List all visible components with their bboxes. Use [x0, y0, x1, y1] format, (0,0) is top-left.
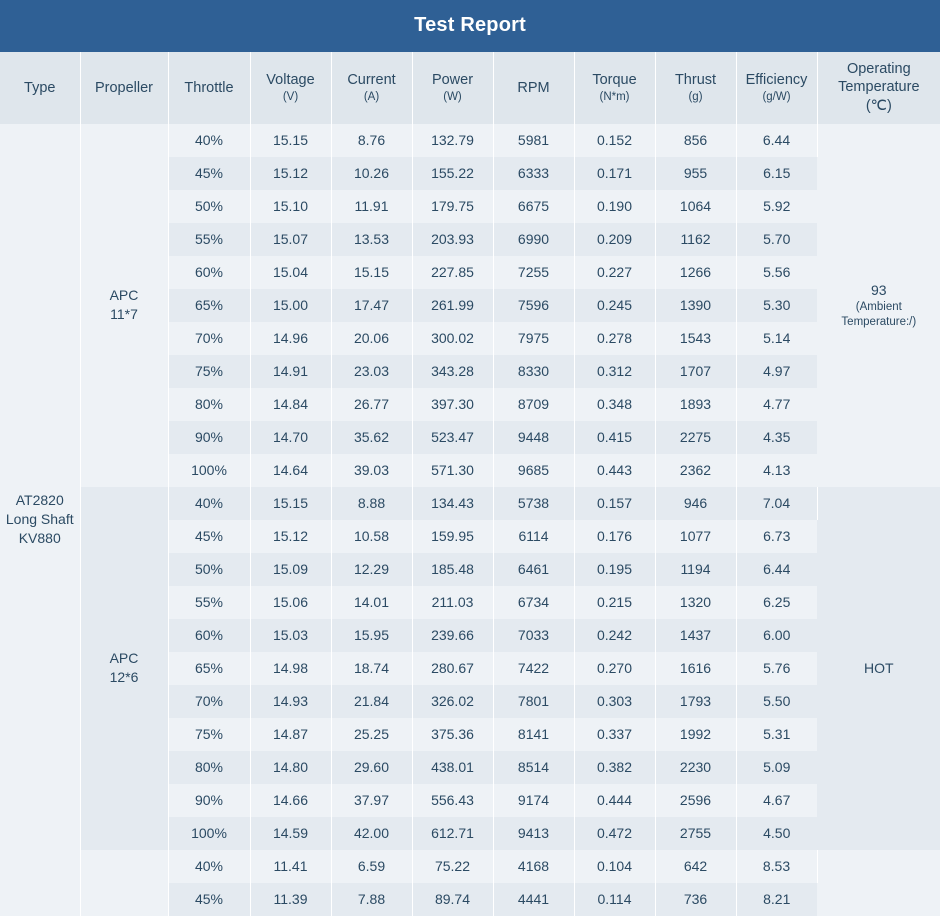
current-cell: 39.03: [331, 454, 412, 487]
rpm-cell: 9685: [493, 454, 574, 487]
column-header-type: Type: [0, 52, 80, 124]
torque-cell: 0.242: [574, 619, 655, 652]
torque-cell: 0.337: [574, 718, 655, 751]
rpm-cell: 6333: [493, 157, 574, 190]
efficiency-cell: 6.44: [736, 124, 817, 157]
throttle-cell: 90%: [168, 421, 250, 454]
torque-cell: 0.104: [574, 850, 655, 883]
voltage-cell: 15.10: [250, 190, 331, 223]
throttle-cell: 80%: [168, 388, 250, 421]
torque-cell: 0.152: [574, 124, 655, 157]
throttle-cell: 70%: [168, 685, 250, 718]
throttle-cell: 45%: [168, 520, 250, 553]
rpm-cell: 7422: [493, 652, 574, 685]
current-cell: 23.03: [331, 355, 412, 388]
voltage-cell: 15.00: [250, 289, 331, 322]
operating-temperature-cell: [817, 850, 940, 916]
efficiency-cell: 5.30: [736, 289, 817, 322]
rpm-cell: 6675: [493, 190, 574, 223]
current-cell: 26.77: [331, 388, 412, 421]
current-cell: 15.95: [331, 619, 412, 652]
throttle-cell: 75%: [168, 718, 250, 751]
throttle-cell: 45%: [168, 157, 250, 190]
power-cell: 203.93: [412, 223, 493, 256]
voltage-cell: 15.09: [250, 553, 331, 586]
torque-cell: 0.472: [574, 817, 655, 850]
voltage-cell: 14.98: [250, 652, 331, 685]
power-cell: 280.67: [412, 652, 493, 685]
table-row: [0, 487, 940, 520]
torque-cell: 0.157: [574, 487, 655, 520]
throttle-cell: 45%: [168, 883, 250, 916]
voltage-cell: 15.03: [250, 619, 331, 652]
efficiency-cell: 4.35: [736, 421, 817, 454]
thrust-cell: 2230: [655, 751, 736, 784]
voltage-cell: 14.93: [250, 685, 331, 718]
throttle-cell: 100%: [168, 454, 250, 487]
power-cell: 132.79: [412, 124, 493, 157]
torque-cell: 0.443: [574, 454, 655, 487]
thrust-cell: 1266: [655, 256, 736, 289]
propeller-line1: APC: [81, 286, 168, 305]
operating-temperature-note2: Temperature:/): [818, 315, 940, 330]
column-header-torque: Torque (N*m): [574, 52, 655, 124]
efficiency-cell: 4.13: [736, 454, 817, 487]
voltage-cell: 11.41: [250, 850, 331, 883]
rpm-cell: 8709: [493, 388, 574, 421]
torque-cell: 0.171: [574, 157, 655, 190]
rpm-cell: 6114: [493, 520, 574, 553]
torque-cell: 0.190: [574, 190, 655, 223]
power-cell: 261.99: [412, 289, 493, 322]
power-cell: 523.47: [412, 421, 493, 454]
power-cell: 438.01: [412, 751, 493, 784]
efficiency-cell: 8.21: [736, 883, 817, 916]
current-cell: 6.59: [331, 850, 412, 883]
torque-cell: 0.176: [574, 520, 655, 553]
rpm-cell: 9448: [493, 421, 574, 454]
table-header-row: [0, 52, 940, 124]
efficiency-cell: 6.25: [736, 586, 817, 619]
rpm-cell: 8514: [493, 751, 574, 784]
power-cell: 239.66: [412, 619, 493, 652]
throttle-cell: 55%: [168, 223, 250, 256]
efficiency-cell: 6.73: [736, 520, 817, 553]
rpm-cell: 6461: [493, 553, 574, 586]
thrust-cell: 1162: [655, 223, 736, 256]
rpm-cell: 6990: [493, 223, 574, 256]
rpm-cell: 8141: [493, 718, 574, 751]
torque-cell: 0.215: [574, 586, 655, 619]
propeller-cell: [80, 124, 168, 487]
power-cell: 211.03: [412, 586, 493, 619]
table-row: [0, 124, 940, 157]
column-header-power: Power (W): [412, 52, 493, 124]
table-body: [0, 124, 940, 916]
throttle-cell: 60%: [168, 619, 250, 652]
power-cell: 556.43: [412, 784, 493, 817]
thrust-cell: 1077: [655, 520, 736, 553]
power-cell: 397.30: [412, 388, 493, 421]
power-cell: 155.22: [412, 157, 493, 190]
rpm-cell: 7596: [493, 289, 574, 322]
torque-cell: 0.209: [574, 223, 655, 256]
throttle-cell: 75%: [168, 355, 250, 388]
rpm-cell: 9413: [493, 817, 574, 850]
efficiency-cell: 4.50: [736, 817, 817, 850]
throttle-cell: 100%: [168, 817, 250, 850]
torque-cell: 0.278: [574, 322, 655, 355]
propeller-line1: APC: [81, 649, 168, 668]
power-cell: 75.22: [412, 850, 493, 883]
torque-cell: 0.348: [574, 388, 655, 421]
efficiency-cell: 5.50: [736, 685, 817, 718]
motor-type-line3: KV880: [0, 529, 80, 548]
current-cell: 11.91: [331, 190, 412, 223]
power-cell: 227.85: [412, 256, 493, 289]
voltage-cell: 14.91: [250, 355, 331, 388]
thrust-cell: 856: [655, 124, 736, 157]
rpm-cell: 5981: [493, 124, 574, 157]
throttle-cell: 65%: [168, 652, 250, 685]
column-header-efficiency: Efficiency (g/W): [736, 52, 817, 124]
rpm-cell: 4441: [493, 883, 574, 916]
efficiency-cell: 4.97: [736, 355, 817, 388]
power-cell: 326.02: [412, 685, 493, 718]
throttle-cell: 65%: [168, 289, 250, 322]
power-cell: 159.95: [412, 520, 493, 553]
power-cell: 300.02: [412, 322, 493, 355]
efficiency-cell: 6.00: [736, 619, 817, 652]
column-header-current: Current (A): [331, 52, 412, 124]
torque-cell: 0.114: [574, 883, 655, 916]
throttle-cell: 70%: [168, 322, 250, 355]
voltage-cell: 15.12: [250, 520, 331, 553]
voltage-cell: 15.04: [250, 256, 331, 289]
throttle-cell: 40%: [168, 850, 250, 883]
thrust-cell: 1707: [655, 355, 736, 388]
thrust-cell: 1390: [655, 289, 736, 322]
thrust-cell: 2362: [655, 454, 736, 487]
throttle-cell: 40%: [168, 124, 250, 157]
operating-temperature-note1: (Ambient: [818, 300, 940, 315]
voltage-cell: 14.80: [250, 751, 331, 784]
throttle-cell: 40%: [168, 487, 250, 520]
efficiency-cell: 5.09: [736, 751, 817, 784]
propeller-line2: 12*6: [81, 668, 168, 687]
power-cell: 343.28: [412, 355, 493, 388]
voltage-cell: 15.06: [250, 586, 331, 619]
rpm-cell: 9174: [493, 784, 574, 817]
title-row: [0, 0, 940, 52]
throttle-cell: 60%: [168, 256, 250, 289]
power-cell: 375.36: [412, 718, 493, 751]
operating-temperature-value: 93: [818, 281, 940, 300]
current-cell: 35.62: [331, 421, 412, 454]
thrust-cell: 642: [655, 850, 736, 883]
voltage-cell: 14.70: [250, 421, 331, 454]
power-cell: 134.43: [412, 487, 493, 520]
current-cell: 29.60: [331, 751, 412, 784]
power-cell: 185.48: [412, 553, 493, 586]
thrust-cell: 1543: [655, 322, 736, 355]
operating-temperature-value: HOT: [818, 659, 940, 678]
current-cell: 12.29: [331, 553, 412, 586]
voltage-cell: 15.15: [250, 124, 331, 157]
torque-cell: 0.245: [574, 289, 655, 322]
current-cell: 17.47: [331, 289, 412, 322]
efficiency-cell: 7.04: [736, 487, 817, 520]
current-cell: 18.74: [331, 652, 412, 685]
thrust-cell: 1793: [655, 685, 736, 718]
voltage-cell: 14.64: [250, 454, 331, 487]
efficiency-cell: 6.44: [736, 553, 817, 586]
current-cell: 13.53: [331, 223, 412, 256]
current-cell: 15.15: [331, 256, 412, 289]
current-cell: 8.76: [331, 124, 412, 157]
throttle-cell: 50%: [168, 553, 250, 586]
efficiency-cell: 5.14: [736, 322, 817, 355]
motor-type-line2: Long Shaft: [0, 510, 80, 529]
voltage-cell: 11.39: [250, 883, 331, 916]
current-cell: 7.88: [331, 883, 412, 916]
thrust-cell: 946: [655, 487, 736, 520]
torque-cell: 0.303: [574, 685, 655, 718]
thrust-cell: 1992: [655, 718, 736, 751]
voltage-cell: 14.84: [250, 388, 331, 421]
current-cell: 10.58: [331, 520, 412, 553]
torque-cell: 0.227: [574, 256, 655, 289]
power-cell: 89.74: [412, 883, 493, 916]
throttle-cell: 80%: [168, 751, 250, 784]
current-cell: 8.88: [331, 487, 412, 520]
throttle-cell: 50%: [168, 190, 250, 223]
voltage-cell: 14.66: [250, 784, 331, 817]
voltage-cell: 15.15: [250, 487, 331, 520]
efficiency-cell: 4.77: [736, 388, 817, 421]
efficiency-cell: 5.70: [736, 223, 817, 256]
rpm-cell: 8330: [493, 355, 574, 388]
efficiency-cell: 4.67: [736, 784, 817, 817]
motor-type-cell: [0, 124, 80, 916]
power-cell: 612.71: [412, 817, 493, 850]
rpm-cell: 7033: [493, 619, 574, 652]
efficiency-cell: 5.56: [736, 256, 817, 289]
throttle-cell: 55%: [168, 586, 250, 619]
efficiency-cell: 5.31: [736, 718, 817, 751]
page-title: Test Report: [0, 0, 940, 52]
torque-cell: 0.270: [574, 652, 655, 685]
voltage-cell: 15.07: [250, 223, 331, 256]
voltage-cell: 14.96: [250, 322, 331, 355]
operating-temperature-cell: [817, 124, 940, 487]
current-cell: 42.00: [331, 817, 412, 850]
propeller-cell: [80, 850, 168, 916]
current-cell: 14.01: [331, 586, 412, 619]
voltage-cell: 14.87: [250, 718, 331, 751]
thrust-cell: 1616: [655, 652, 736, 685]
torque-cell: 0.312: [574, 355, 655, 388]
efficiency-cell: 6.15: [736, 157, 817, 190]
voltage-cell: 14.59: [250, 817, 331, 850]
propeller-cell: [80, 487, 168, 850]
rpm-cell: 6734: [493, 586, 574, 619]
operating-temperature-cell: [817, 487, 940, 850]
column-header-propeller: Propeller: [80, 52, 168, 124]
current-cell: 21.84: [331, 685, 412, 718]
thrust-cell: 1064: [655, 190, 736, 223]
voltage-cell: 15.12: [250, 157, 331, 190]
current-cell: 20.06: [331, 322, 412, 355]
current-cell: 25.25: [331, 718, 412, 751]
rpm-cell: 5738: [493, 487, 574, 520]
efficiency-cell: 8.53: [736, 850, 817, 883]
thrust-cell: 955: [655, 157, 736, 190]
thrust-cell: 1893: [655, 388, 736, 421]
thrust-cell: 1437: [655, 619, 736, 652]
efficiency-cell: 5.92: [736, 190, 817, 223]
thrust-cell: 2596: [655, 784, 736, 817]
rpm-cell: 7801: [493, 685, 574, 718]
throttle-cell: 90%: [168, 784, 250, 817]
current-cell: 10.26: [331, 157, 412, 190]
column-header-voltage: Voltage (V): [250, 52, 331, 124]
column-header-operating-temperature: Operating Temperature (℃): [817, 52, 940, 124]
table-row: [0, 850, 940, 883]
column-header-thrust: Thrust (g): [655, 52, 736, 124]
thrust-cell: 1194: [655, 553, 736, 586]
torque-cell: 0.195: [574, 553, 655, 586]
torque-cell: 0.444: [574, 784, 655, 817]
thrust-cell: 736: [655, 883, 736, 916]
propeller-line2: 11*7: [81, 305, 168, 324]
efficiency-cell: 5.76: [736, 652, 817, 685]
power-cell: 571.30: [412, 454, 493, 487]
rpm-cell: 4168: [493, 850, 574, 883]
torque-cell: 0.382: [574, 751, 655, 784]
thrust-cell: 1320: [655, 586, 736, 619]
rpm-cell: 7255: [493, 256, 574, 289]
column-header-throttle: Throttle: [168, 52, 250, 124]
thrust-cell: 2755: [655, 817, 736, 850]
thrust-cell: 2275: [655, 421, 736, 454]
power-cell: 179.75: [412, 190, 493, 223]
rpm-cell: 7975: [493, 322, 574, 355]
current-cell: 37.97: [331, 784, 412, 817]
torque-cell: 0.415: [574, 421, 655, 454]
column-header-rpm: RPM: [493, 52, 574, 124]
motor-type-line1: AT2820: [0, 491, 80, 510]
